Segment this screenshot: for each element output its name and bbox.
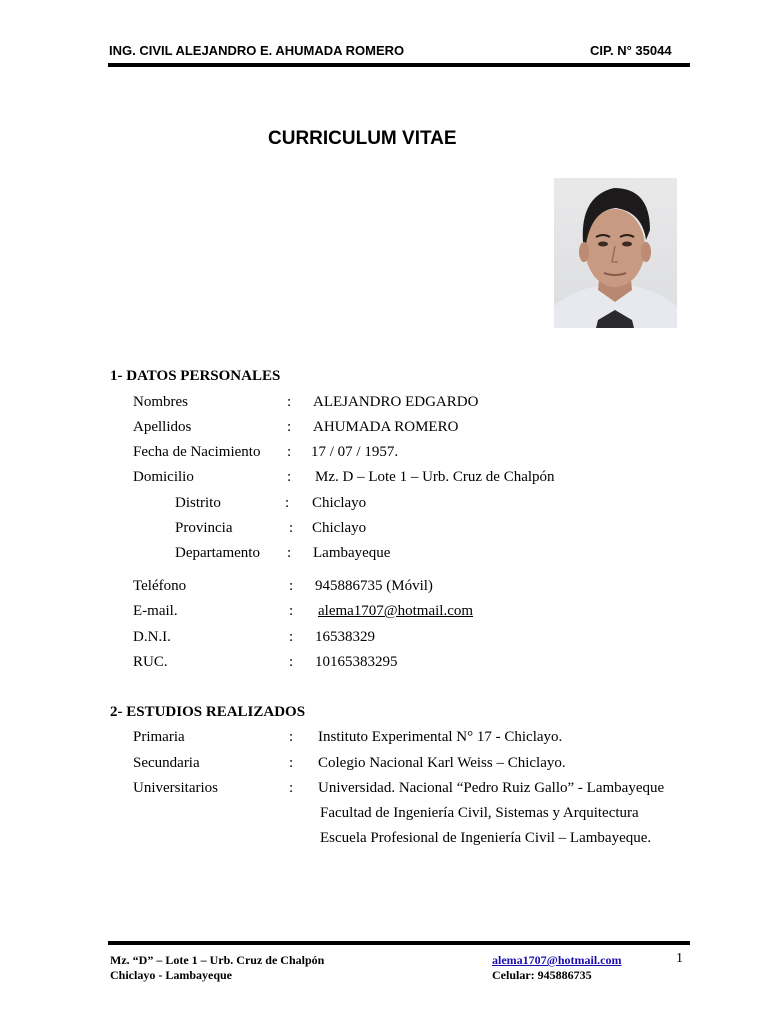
row-value: 16538329 (315, 629, 375, 645)
row-value: 17 / 07 / 1957. (311, 444, 399, 460)
row-label: Provincia (175, 520, 233, 536)
row-value: 945886735 (Móvil) (315, 578, 433, 594)
row-value-continued: Facultad de Ingeniería Civil, Sistemas y Arquitectura (320, 805, 639, 821)
row-label: Fecha de Nacimiento (133, 444, 261, 460)
section-estudios-title: 2- ESTUDIOS REALIZADOS (110, 704, 306, 720)
row-label: RUC. (133, 654, 168, 670)
row-colon: : (289, 654, 294, 670)
row-label: Departamento (175, 545, 260, 561)
row-colon: : (289, 520, 294, 536)
footer-rule (108, 941, 690, 945)
row-value-continued: Escuela Profesional de Ingeniería Civil – Lambayeque. (320, 830, 652, 846)
row-colon: : (289, 578, 294, 594)
row-colon: : (287, 394, 292, 410)
row-colon: : (287, 469, 292, 485)
row-colon: : (287, 545, 292, 561)
row-value: Universidad. Nacional “Pedro Ruiz Gallo” - Lambayeque (318, 780, 665, 796)
row-label: Secundaria (133, 755, 200, 771)
row-label: Nombres (133, 394, 188, 410)
footer-phone: Celular: 945886735 (492, 968, 592, 982)
email-link[interactable]: alema1707@hotmail.com (318, 603, 474, 619)
row-value: AHUMADA ROMERO (313, 419, 459, 435)
row-colon: : (285, 495, 290, 511)
footer-address-line2: Chiclayo - Lambayeque (110, 968, 233, 982)
row-label: D.N.I. (133, 629, 171, 645)
row-colon: : (289, 780, 294, 796)
row-colon: : (289, 755, 294, 771)
header-cip: CIP. N° 35044 (590, 43, 672, 58)
row-label: Universitarios (133, 780, 218, 796)
portrait-photo (554, 178, 677, 328)
row-colon: : (289, 629, 294, 645)
row-colon: : (289, 729, 294, 745)
row-value: 10165383295 (315, 654, 398, 670)
footer-address-line1: Mz. “D” – Lote 1 – Urb. Cruz de Chalpón (110, 953, 325, 967)
header-rule (108, 63, 690, 67)
row-value: Mz. D – Lote 1 – Urb. Cruz de Chalpón (315, 469, 555, 485)
row-label: Primaria (133, 729, 185, 745)
page-title: CURRICULUM VITAE (268, 128, 457, 149)
page-number: 1 (676, 951, 683, 966)
row-colon: : (287, 444, 292, 460)
row-label: Domicilio (133, 469, 194, 485)
footer-email-link[interactable]: alema1707@hotmail.com (492, 953, 622, 967)
row-colon: : (287, 419, 292, 435)
row-colon: : (289, 603, 294, 619)
row-value: Chiclayo (312, 520, 367, 536)
header-name: ING. CIVIL ALEJANDRO E. AHUMADA ROMERO (109, 43, 405, 58)
section-datos-personales-title: 1- DATOS PERSONALES (110, 368, 281, 384)
row-value: ALEJANDRO EDGARDO (313, 394, 479, 410)
row-label: Apellidos (133, 419, 192, 435)
row-value: Lambayeque (313, 545, 391, 561)
row-label: Teléfono (133, 578, 187, 594)
row-value: Colegio Nacional Karl Weiss – Chiclayo. (318, 755, 566, 771)
row-value: Instituto Experimental N° 17 - Chiclayo. (318, 729, 563, 745)
row-label: Distrito (175, 495, 221, 511)
row-label: E-mail. (133, 603, 178, 619)
row-value: Chiclayo (312, 495, 367, 511)
